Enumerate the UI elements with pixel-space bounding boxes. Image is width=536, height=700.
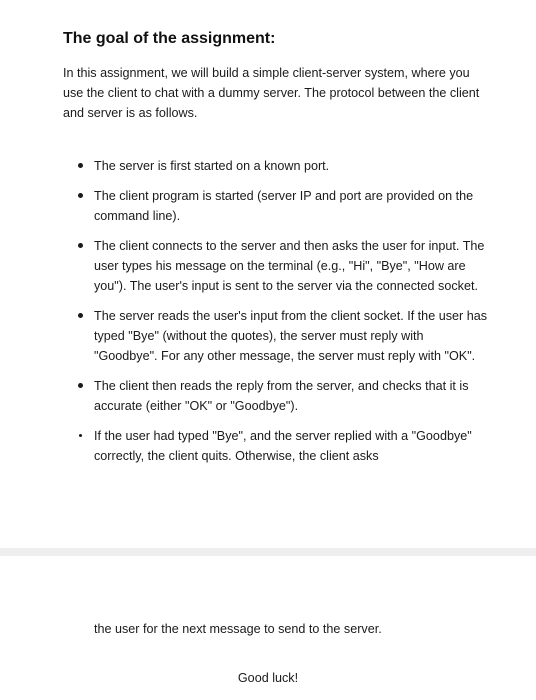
bullet-icon <box>78 383 83 388</box>
bullet-item <box>78 376 488 416</box>
bullet-item <box>78 426 488 466</box>
bullet-text: The client program is started (server IP and port are provided on the command line). <box>94 189 474 223</box>
bullet-icon <box>79 434 82 437</box>
intro-paragraph: In this assignment, we will build a simple client-server system, where you use the client to chat with a dummy server. The protocol between the client and server is as follows. <box>63 66 480 120</box>
bullet-icon <box>78 193 83 198</box>
bullet-text: The client then reads the reply from the server, and checks that it is accurate (either "OK" or "Goodbye"). <box>94 379 469 413</box>
bullet-item <box>78 236 488 296</box>
bullet-text: The server reads the user's input from the client socket. If the user has typed "Bye" (without the quotes), the server must reply with "Goodbye". For any other message, the server must reply with "OK". <box>94 309 487 363</box>
bullet-icon <box>78 313 83 318</box>
continuation-text: the user for the next message to send to the server. <box>94 622 382 636</box>
page-break-divider <box>0 548 536 556</box>
closing-text: Good luck! <box>237 671 299 685</box>
bullet-text: The client connects to the server and then asks the user for input. The user types his message on the terminal (e.g., "Hi", "Bye", "How are you"). The user's input is sent to the server via the connected socket. <box>94 239 485 293</box>
bullet-item <box>78 306 488 366</box>
page-heading: The goal of the assignment: <box>63 30 276 47</box>
bullet-item <box>78 156 488 176</box>
bullet-icon <box>78 243 83 248</box>
protocol-bullet-list <box>78 156 488 476</box>
bullet-item <box>78 186 488 226</box>
bullet-text: If the user had typed "Bye", and the server replied with a "Goodbye" correctly, the client quits. Otherwise, the client asks <box>94 429 472 463</box>
bullet-text: The server is first started on a known port. <box>94 159 330 173</box>
bullet-icon <box>78 163 83 168</box>
